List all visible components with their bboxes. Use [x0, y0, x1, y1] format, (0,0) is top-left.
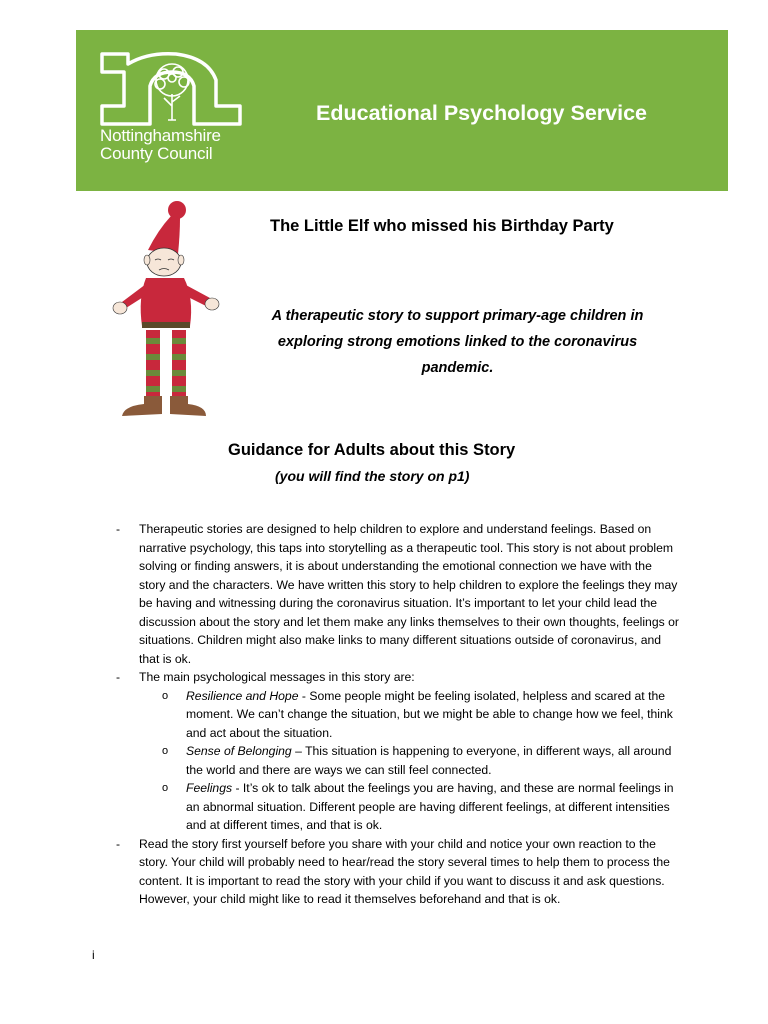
list-item — [116, 668, 679, 687]
council-logo-icon — [98, 50, 243, 126]
message-text: Some people might be feeling isolated, helpless and scared at the moment. We can’t change the situation, but we might be able to change how we feel, think and act about the situation. — [186, 688, 673, 740]
circle-bullet: o — [162, 782, 169, 794]
list-item-text: The main psychological messages in this story are: — [139, 670, 415, 684]
message-separator: – — [291, 744, 306, 758]
story-subtitle: A therapeutic story to support primary-age children in exploring strong emotions linked to the coronavirus pandemic. — [271, 308, 644, 376]
service-title: Educational Psychology Service — [316, 101, 647, 125]
elf-illustration — [108, 198, 233, 420]
message-separator: - — [232, 781, 243, 795]
list-item — [116, 835, 679, 909]
page-marker: i — [92, 948, 95, 962]
dash-bullet: - — [116, 670, 121, 684]
guidance-heading: Guidance for Adults about this Story — [228, 441, 516, 459]
message-text: It’s ok to talk about the feelings you are having, and these are normal feelings in an abnormal situation. Different people are having different feelings, at different intensities and at different times, and that is ok. — [186, 781, 674, 832]
council-name-line1: Nottinghamshire — [100, 126, 221, 145]
sub-list-item — [162, 687, 676, 743]
dash-bullet: - — [116, 836, 121, 851]
dash-bullet: - — [116, 522, 121, 536]
sub-list-item — [162, 742, 676, 779]
story-title: The Little Elf who missed his Birthday Party — [270, 217, 614, 235]
list-item-text: Therapeutic stories are designed to help children to explore and understand feelings. Based on narrative psychology, this taps into storytelling as a therapeutic tool. This story is not about problem solving or finding answers, it is about understanding the emotional connection we have with the story and the characters. We have written this story to help children to explore the feelings they may be having and witnessing during the coronavirus situation. It’s important to let your child lead the discussion about the story and let them make any links themselves to their own thoughts, feelings or situations. Children might also make links to many different situations outside of coronavirus, and that is ok. — [139, 522, 679, 666]
list-item — [116, 520, 679, 668]
circle-bullet: o — [162, 745, 169, 757]
circle-bullet: o — [162, 689, 169, 702]
council-name — [100, 127, 250, 163]
message-label: Sense of Belonging — [186, 744, 292, 758]
guidance-subheading: (you will find the story on p1) — [275, 468, 470, 484]
list-item-text: Read the story first yourself before you share with your child and notice your own reaction to the story. Your child will probably need to hear/read the story several times to help them to process the content. It is important to read the story with your child if you want to discuss it and ask questions. However, your child might like to read it themselves beforehand and that is ok. — [139, 836, 670, 906]
guidance-content — [0, 520, 768, 909]
council-name-line2: County Council — [100, 144, 213, 163]
header-banner — [76, 30, 728, 191]
message-separator: - — [298, 688, 310, 703]
message-label: Feelings — [186, 781, 233, 795]
message-text: This situation is happening to everyone, in different ways, all around the world and there are ways we can still feel connected. — [186, 744, 672, 777]
message-label: Resilience and Hope — [186, 688, 299, 703]
sub-list-item — [162, 779, 676, 835]
